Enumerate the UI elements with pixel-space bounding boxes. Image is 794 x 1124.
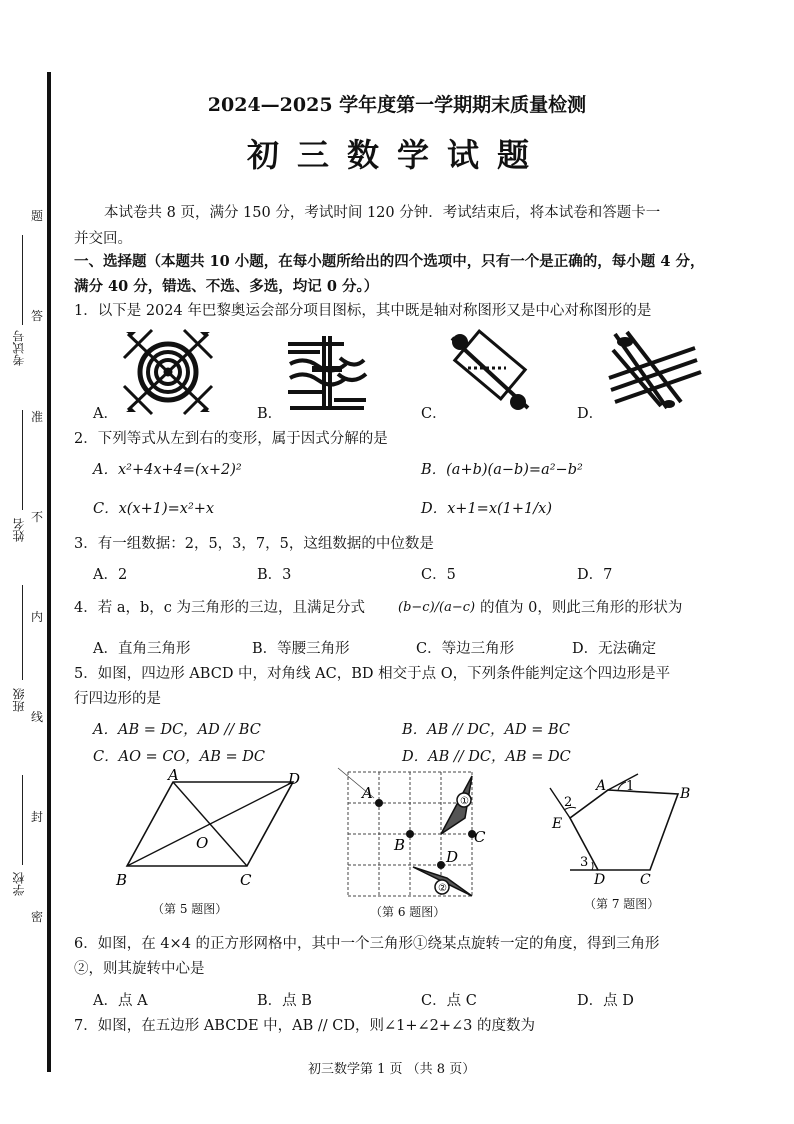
binding-line: [47, 72, 51, 1072]
seal-char: 答: [31, 309, 44, 323]
weightlifting-icon: [284, 330, 370, 416]
fig7-label-angle-2: 2: [564, 795, 573, 810]
fig6-label-c: C: [474, 828, 486, 846]
name-label: 姓名: [12, 518, 26, 542]
question-1-text: 1．以下是 2024 年巴黎奥运会部分项目图标，其中既是轴对称图形又是中心对称图形的是: [74, 303, 652, 319]
figure-7-pentagon: [540, 770, 710, 890]
q1-option-c[interactable]: C．: [421, 406, 447, 422]
q1-option-a[interactable]: A．: [93, 406, 118, 422]
school-label: 学校: [12, 872, 26, 896]
seal-char: 线: [31, 710, 44, 724]
question-5-line-1: 5．如图，四边形 ABCD 中，对角线 AC，BD 相交于点 O，下列条件能判定这个四边形是平: [74, 666, 671, 682]
q6-option-a[interactable]: A．点 A: [93, 993, 148, 1009]
q5-option-b[interactable]: B．AB // DC，AD = BC: [402, 722, 570, 738]
question-4-text-before: 4．若 a，b，c 为三角形的三边，且满足分式: [74, 600, 365, 616]
fig5-label-o: O: [196, 834, 209, 852]
q6-option-b[interactable]: B．点 B: [257, 993, 312, 1009]
question-6-line-2: ②，则其旋转中心是: [74, 961, 205, 977]
q6-option-c[interactable]: C．点 C: [421, 993, 477, 1009]
seal-char: 封: [31, 810, 44, 824]
question-6-line-1: 6．如图，在 4×4 的正方形网格中，其中一个三角形①绕某点旋转一定的角度，得到三角形: [74, 936, 660, 952]
q5-option-a[interactable]: A．AB = DC，AD // BC: [93, 722, 261, 738]
fig5-label-d: D: [288, 770, 301, 788]
archery-icon: [122, 328, 214, 416]
fig7-label-d: D: [594, 872, 606, 888]
q3-option-d[interactable]: D．7: [577, 567, 613, 583]
section-heading-line-2: 满分 40 分，错选、不选、多选，均记 0 分。）: [74, 278, 379, 295]
q2-option-d[interactable]: D．x+1=x(1+1/x): [421, 501, 552, 517]
fig6-label-triangle-1: ①: [460, 796, 469, 807]
fig7-label-angle-3: 3: [580, 855, 589, 870]
class-underline: [22, 585, 23, 680]
q3-option-b[interactable]: B．3: [257, 567, 292, 583]
fig7-label-angle-1: 1: [626, 779, 635, 794]
question-3-text: 3．有一组数据：2，5，3，7，5，这组数据的中位数是: [74, 536, 434, 552]
question-2-text: 2．下列等式从左到右的变形，属于因式分解的是: [74, 431, 388, 447]
q4-option-c[interactable]: C．等边三角形: [416, 641, 515, 657]
question-4-fraction: (b−c)/(a−c): [398, 600, 476, 615]
figure-5-parallelogram: [110, 768, 310, 890]
fig7-label-a: A: [596, 778, 607, 794]
intro-line-2: 并交回。: [74, 231, 132, 247]
intro-line-1: 本试卷共 8 页，满分 150 分，考试时间 120 分钟．考试结束后，将本试卷和答题卡一: [104, 205, 661, 221]
fig5-label-a: A: [168, 768, 179, 784]
fig7-label-b: B: [680, 786, 691, 802]
rowing-icon: [605, 328, 705, 414]
q4-option-d[interactable]: D．无法确定: [572, 641, 657, 657]
question-7-text: 7．如图，在五边形 ABCDE 中，AB // CD，则∠1+∠2+∠3 的度数为: [74, 1018, 536, 1034]
q4-option-a[interactable]: A．直角三角形: [93, 641, 191, 657]
q3-option-a[interactable]: A．2: [93, 567, 128, 583]
exam-subtitle: 初三数学试题: [246, 136, 547, 174]
exam-title: 2024—2025 学年度第一学期期末质量检测: [207, 94, 587, 116]
fig5-label-c: C: [240, 871, 252, 889]
q5-option-d[interactable]: D．AB // DC，AB = DC: [402, 749, 571, 765]
name-underline: [22, 410, 23, 510]
seal-char: 准: [31, 410, 44, 424]
exam-number-underline: [22, 235, 23, 325]
figure-6-caption: （第 6 题图）: [370, 905, 446, 919]
fig5-label-b: B: [116, 871, 128, 889]
q3-option-c[interactable]: C．5: [421, 567, 456, 583]
fig7-label-c: C: [640, 872, 651, 888]
q1-option-b[interactable]: B．: [257, 406, 283, 422]
q6-option-d[interactable]: D．点 D: [577, 993, 634, 1009]
q2-option-a[interactable]: A．x²+4x+4=(x+2)²: [93, 462, 242, 478]
fig6-label-b: B: [394, 836, 406, 854]
seal-char: 题: [31, 209, 44, 223]
seal-char: 密: [31, 910, 44, 924]
page-footer: 初三数学第 1 页 （共 8 页）: [308, 1062, 476, 1077]
figure-7-caption: （第 7 题图）: [584, 897, 660, 911]
section-heading-line-1: 一、选择题（本题共 10 小题，在每小题所给出的四个选项中，只有一个是正确的，每小题 4 分，: [74, 253, 705, 270]
class-label: 班级: [12, 688, 26, 712]
question-4-text-after: 的值为 0，则此三角形的形状为: [480, 600, 683, 616]
q4-option-b[interactable]: B．等腰三角形: [252, 641, 350, 657]
fig6-label-triangle-2: ②: [438, 883, 447, 894]
figure-5-caption: （第 5 题图）: [152, 902, 228, 916]
q2-option-c[interactable]: C．x(x+1)=x²+x: [93, 501, 215, 517]
q5-option-c[interactable]: C．AO = CO，AB = DC: [93, 749, 266, 765]
exam-number-label: 考试号: [12, 330, 26, 366]
question-5-line-2: 行四边形的是: [74, 691, 161, 707]
fig7-label-e: E: [552, 816, 563, 832]
figure-6-grid: [334, 766, 494, 900]
canoe-icon: [446, 328, 534, 418]
fig6-label-d: D: [446, 848, 459, 866]
school-underline: [22, 775, 23, 865]
seal-char: 不: [31, 510, 44, 524]
q1-option-d[interactable]: D．: [577, 406, 604, 422]
fig6-label-a: A: [362, 784, 373, 802]
q2-option-b[interactable]: B．(a+b)(a−b)=a²−b²: [421, 462, 583, 478]
seal-char: 内: [31, 610, 44, 624]
